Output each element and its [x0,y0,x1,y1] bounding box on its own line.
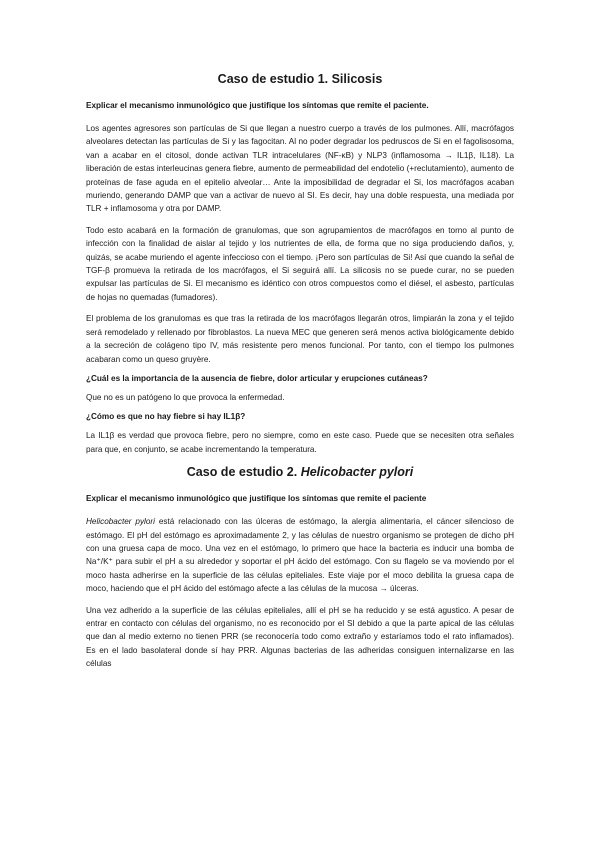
case2-title-species: Helicobacter pylori [300,465,414,480]
case2-paragraph-1 [86,515,514,595]
case1-question-fever: ¿Cuál es la importancia de la ausencia de fiebre, dolor articular y erupciones cutáneas? [86,373,428,383]
case2-title-prefix: Caso de estudio 2. [186,465,301,480]
case1-paragraph-1: Los agentes agresores son partículas de Si que llegan a nuestro cuerpo a través de los pulmones. Allí, macrófagos alveolares detectan las partículas de Si y las fagocitan. Al no poder degradar los pedruscos de Si en el fagolisosoma, van a acabar en el citosol, donde activan TLR intracelulares (NF-κB) y NLP3 (inflamosoma → IL1β, IL18). La liberación de estas interleucinas genera fiebre, aumento de permeabilidad del endotelio (+reclutamiento), aumento de proteínas de fase aguda en el epitelio alveolar… Ante la imposibilidad de degradar el Si, los macrófagos acaban muriendo, generando DAMP que van a activar de nuevo al SI. Es decir, hay una doble respuesta, una mediada por TLR + inflamosoma y otra por DAMP. [86,124,514,214]
case2-paragraph-1-text: está relacionado con las úlceras de estómago, la alergia alimentaria, el cáncer silencioso de estómago. El pH del estómago es aproximadamente 2, y las células de nuestro organismo se protegen de dicho pH con una gruesa capa de moco. Una vez en el estómago, lo primero que hace la bacteria es inducir una bomba de Na⁺/K⁺ para subir el pH a su alrededor y soportar el pH ácido del estómago. Con su flagelo se va moviendo por el moco hasta adherirse en la superficie de las células epiteliales. Este viaje por el moco debilita la gruesa capa de moco, haciendo que el pH ácido del estómago afecte a las células de la mucosa → úlceras. [86,517,514,594]
document-page [86,66,514,671]
case2-question: Explicar el mecanismo inmunológico que justifique los síntomas que remite el paciente [86,494,427,504]
case1-question: Explicar el mecanismo inmunológico que justifique los síntomas que remite el paciente. [86,101,429,110]
case1-title: Caso de estudio 1. Silicosis [217,72,383,86]
case2-paragraph-2: Una vez adherido a la superficie de las células epiteliales, allí el pH se ha reducido y se está agustico. A pesar de entrar en contacto con células del organismo, no es reconocido por el SI debido a que la parte apical de las células que dan al medio externo no tienen PRR (se reconocería todo como extraño y estaríamos todo el rato inflamados). Es en el lado basolateral donde sí hay PRR. Algunas bacterias de las adheridas consiguen internalizarse en las células [86,605,514,669]
case1-answer-fever: Que no es un patógeno lo que provoca la enfermedad. [86,392,285,402]
case1-question-il1b: ¿Cómo es que no hay fiebre si hay IL1β? [86,412,246,422]
case1-paragraph-2: Todo esto acabará en la formación de granulomas, que son agrupamientos de macrófagos en torno al punto de infección con la finalidad de aislar al tejido y los nutrientes de ella, de forma que no siga produciendo daños, y, quizás, se acabe muriendo el agente infeccioso con el tiempo. ¡Pero son partículas de Si! Así que cuando la señal de TGF-β promueva la retirada de los macrófagos, el Si seguirá allí. La silicosis no se puede curar, no se pueden expulsar las partículas de Si. El mecanismo es idéntico con otros compuestos como el diésel, el asbesto, partículas de hojas no quemadas (fumadores). [86,225,514,302]
case1-answer-il1b: La IL1β es verdad que provoca fiebre, pero no siempre, como en este caso. Puede que se necesiten otra señales para que, en conjunto, se acabe incrementando la temperatura. [86,431,514,454]
case2-title [86,464,514,480]
case1-paragraph-3: El problema de los granulomas es que tras la retirada de los macrófagos llegarán otros, limpiarán la zona y el tejido será remodelado y rellenado por fibroblastos. La nueva MEC que generen será menos activa biológicamente debido a la secreción de colágeno tipo IV, más resistente pero menos funcional. Por tanto, con el tiempo los pulmones acabaran como un queso gruyère. [86,314,514,364]
case2-species-name: Helicobacter pylori [86,517,155,527]
